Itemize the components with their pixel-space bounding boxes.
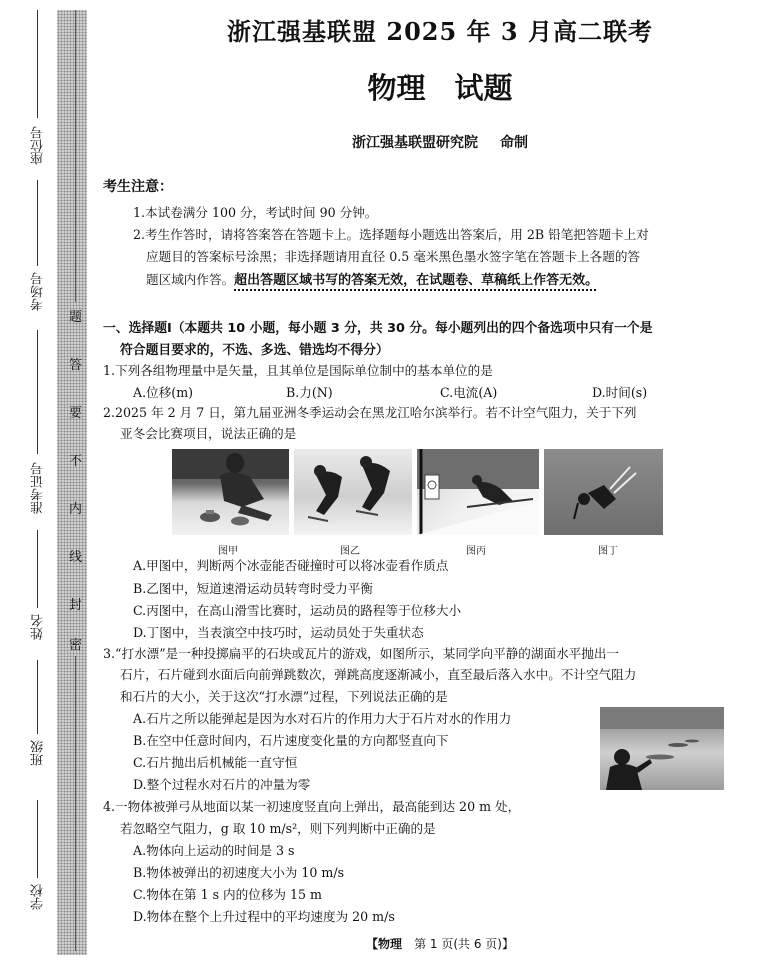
q4-stem-line-1: 4.一物体被弹弓从地面以某一初速度竖直向上弹出，最高能到达 20 m 处， bbox=[103, 799, 521, 814]
exam-title: 浙江强基联盟 2025 年 3 月高二联考 bbox=[227, 17, 653, 46]
organizer-name: 浙江强基联盟研究院 bbox=[352, 135, 478, 151]
school-label: 学校 bbox=[31, 884, 46, 910]
q4-option-a: A.物体向上运动的时间是 3 s bbox=[133, 843, 295, 858]
figure-speed-skating-image bbox=[294, 449, 412, 535]
q3-stem-line-3: 和石片的大小，关于这次“打水漂”过程，下列说法正确的是 bbox=[120, 689, 448, 704]
name-label: 姓名 bbox=[31, 614, 46, 640]
figure-aerial-skiing-image bbox=[544, 449, 663, 535]
caption-figure-c: 图丙 bbox=[466, 546, 486, 557]
seal-char: 要 bbox=[69, 406, 83, 421]
notice-item-2-line-2: 应题目的答案标号涂黑；非选择题请用直径 0.5 毫米黑色墨水签字笔在答题卡上各题的答 bbox=[146, 249, 641, 264]
section-1-heading-line-1: 一、选择题Ⅰ（本题共 10 小题，每小题 3 分，共 30 分。每小题列出的四个备选项中只有一个是 bbox=[103, 321, 653, 336]
notice-emphasis: 超出答题区域书写的答案无效，在试题卷、草稿纸上作答无效。 bbox=[234, 273, 599, 288]
footer-subject: 【物理 bbox=[366, 937, 403, 951]
figure-stone-skipping-image bbox=[600, 707, 724, 790]
caption-figure-d: 图丁 bbox=[598, 546, 618, 557]
q4-option-d: D.物体在整个上升过程中的平均速度为 20 m/s bbox=[133, 909, 395, 924]
page-footer bbox=[100, 935, 780, 952]
seal-char: 内 bbox=[69, 502, 83, 517]
q4-option-b: B.物体被弹出的初速度大小为 10 m/s bbox=[133, 865, 345, 880]
q1-option-a: A.位移(m) bbox=[133, 385, 194, 400]
subject-title: 物理 试题 bbox=[367, 71, 513, 105]
seal-char: 密 bbox=[69, 638, 83, 653]
q1-option-b: B.力(N) bbox=[286, 385, 333, 400]
caption-figure-a: 图甲 bbox=[218, 546, 238, 557]
figure-alpine-skiing-image bbox=[417, 449, 539, 535]
q3-option-a: A.石片之所以能弹起是因为水对石片的作用力大于石片对水的作用力 bbox=[133, 711, 512, 726]
seal-line-bottom bbox=[75, 656, 76, 951]
q4-option-c: C.物体在第 1 s 内的位移为 15 m bbox=[133, 887, 322, 902]
q1-option-d: D.时间(s) bbox=[592, 385, 648, 400]
q3-stem-line-1: 3.“打水漂”是一种投掷扁平的石块或瓦片的游戏，如图所示，某同学向平静的湖面水平抛出一 bbox=[103, 646, 620, 661]
seal-char: 线 bbox=[69, 550, 83, 565]
notice-item-1: 1.本试卷满分 100 分，考试时间 90 分钟。 bbox=[133, 205, 378, 220]
q1-stem: 1.下列各组物理量中是矢量，且其单位是国际单位制中的基本单位的是 bbox=[103, 363, 493, 378]
q2-option-a: A.甲图中，判断两个冰壶能否碰撞时可以将冰壶看作质点 bbox=[133, 558, 449, 573]
seat-number-line bbox=[37, 10, 38, 118]
organizer-suffix: 命制 bbox=[500, 135, 528, 151]
q4-stem-line-2: 若忽略空气阻力，g 取 10 m/s²，则下列判断中正确的是 bbox=[120, 821, 436, 836]
seal-line-top bbox=[75, 10, 76, 302]
section-1-heading-line-2: 符合题目要求的，不选、多选、错选均不得分） bbox=[120, 343, 389, 358]
exam-room-line bbox=[37, 180, 38, 266]
seal-char: 不 bbox=[69, 454, 83, 469]
ticket-number-line bbox=[37, 330, 38, 454]
name-line bbox=[37, 530, 38, 608]
exam-room-label: 考场号 bbox=[31, 272, 46, 311]
class-line bbox=[37, 660, 38, 734]
school-line bbox=[37, 800, 38, 878]
q2-stem-line-2: 亚冬会比赛项目，说法正确的是 bbox=[120, 426, 297, 441]
caption-figure-b: 图乙 bbox=[340, 546, 360, 557]
seal-char: 封 bbox=[69, 598, 83, 613]
seal-char: 题 bbox=[69, 310, 83, 325]
notice-heading: 考生注意： bbox=[103, 179, 173, 195]
notice-item-2-line-3-start: 题区域内作答。 bbox=[146, 272, 235, 287]
figure-curling-image bbox=[172, 449, 289, 535]
q3-option-b: B.在空中任意时间内，石片速度变化量的方向都竖直向下 bbox=[133, 733, 449, 748]
footer-page-number: 第 1 页(共 6 页)】 bbox=[414, 937, 514, 951]
q1-option-c: C.电流(A) bbox=[440, 385, 498, 400]
seat-number-label: 座位号 bbox=[31, 126, 46, 165]
notice-item-2-line-1: 2.考生作答时，请将答案答在答题卡上。选择题每小题选出答案后，用 2B 铅笔把答题卡上对 bbox=[133, 227, 649, 242]
q2-option-d: D.丁图中，当表演空中技巧时，运动员处于失重状态 bbox=[133, 625, 424, 640]
organizer bbox=[100, 132, 780, 152]
seal-char: 答 bbox=[69, 358, 83, 373]
q3-stem-line-2: 石片，石片碰到水面后向前弹跳数次，弹跳高度逐渐减小，直至最后落入水中。不计空气阻力 bbox=[120, 667, 637, 682]
notice-item-2-line-3 bbox=[146, 271, 598, 290]
q3-option-c: C.石片抛出后机械能一直守恒 bbox=[133, 755, 298, 770]
ticket-number-label: 准考证号 bbox=[31, 462, 46, 514]
class-label: 班级 bbox=[31, 740, 46, 766]
q2-option-c: C.丙图中，在高山滑雪比赛时，运动员的路程等于位移大小 bbox=[133, 603, 462, 618]
q2-stem-line-1: 2.2025 年 2 月 7 日，第九届亚洲冬季运动会在黑龙江哈尔滨举行。若不计空气阻力，关于下列 bbox=[103, 405, 637, 420]
q3-option-d: D.整个过程水对石片的冲量为零 bbox=[133, 777, 311, 792]
binding-strip bbox=[57, 10, 87, 955]
q2-option-b: B.乙图中，短道速滑运动员转弯时受力平衡 bbox=[133, 581, 373, 596]
